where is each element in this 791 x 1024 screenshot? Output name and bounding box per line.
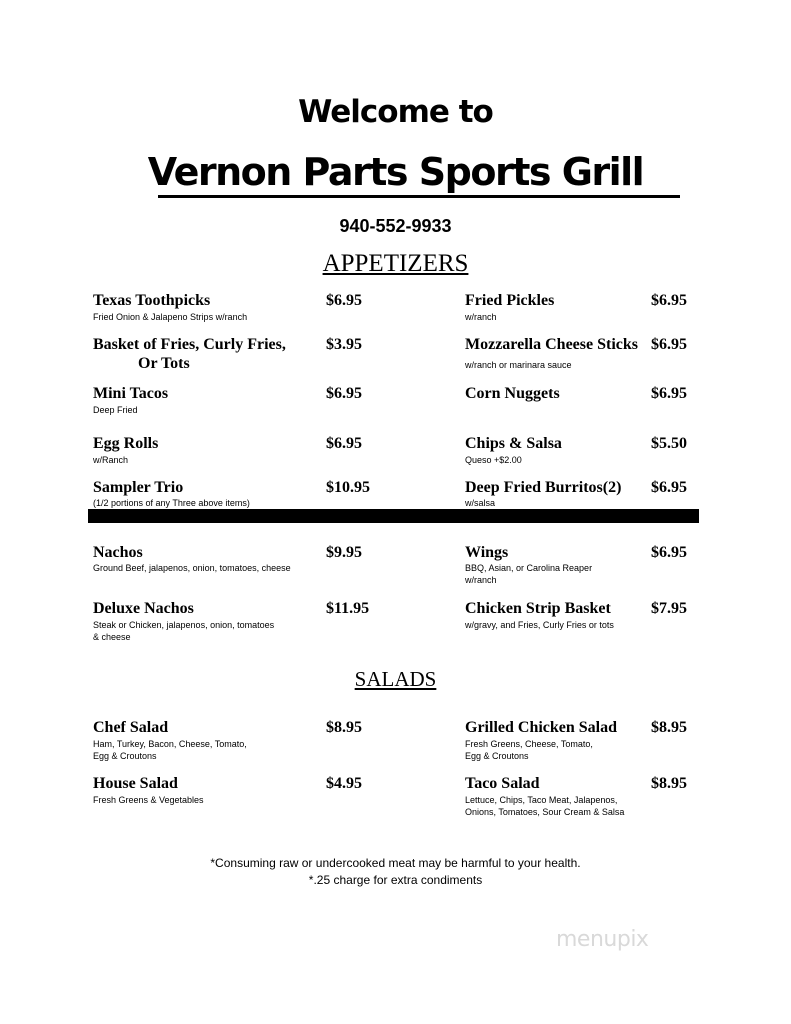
title-underline <box>158 195 680 198</box>
menu-item-name: Nachos <box>93 544 143 561</box>
menu-item-price: $8.95 <box>326 719 362 736</box>
menu-item-price: $6.95 <box>651 385 687 402</box>
menu-item-name: Basket of Fries, Curly Fries, <box>93 336 286 353</box>
menu-item-price: $6.95 <box>326 385 362 402</box>
menu-item-desc-line2: & cheese <box>93 632 131 642</box>
welcome-heading: Welcome to <box>298 94 493 130</box>
menu-item-price: $6.95 <box>651 292 687 309</box>
menu-item-name: Egg Rolls <box>93 435 159 452</box>
menu-item-desc: Ham, Turkey, Bacon, Cheese, Tomato, <box>93 739 247 749</box>
menu-item-name: Deluxe Nachos <box>93 600 194 617</box>
menu-item-desc: Ground Beef, jalapenos, onion, tomatoes, cheese <box>93 563 291 573</box>
menu-item-name: Fried Pickles <box>465 292 555 309</box>
menu-item-desc: Fresh Greens & Vegetables <box>93 795 204 805</box>
menu-item-price: $6.95 <box>651 544 687 561</box>
menu-item-name: Chef Salad <box>93 719 169 736</box>
menu-item-name: Taco Salad <box>465 775 540 792</box>
menu-item-name: House Salad <box>93 775 178 792</box>
menu-item-desc: Steak or Chicken, jalapenos, onion, tomatoes <box>93 620 275 630</box>
menu-item-desc-line2: Onions, Tomatoes, Sour Cream & Salsa <box>465 807 625 817</box>
menu-item-name: Grilled Chicken Salad <box>465 719 618 736</box>
menu-item-price: $8.95 <box>651 775 687 792</box>
menu-item-desc: w/Ranch <box>93 455 129 465</box>
menu-item-name: Chicken Strip Basket <box>465 600 611 617</box>
menu-item-desc-line2: Egg & Croutons <box>465 751 529 761</box>
footer-disclaimer: *Consuming raw or undercooked meat may be harmful to your health. <box>210 856 581 870</box>
menu-item-price: $6.95 <box>651 336 687 353</box>
menu-item-name: Corn Nuggets <box>465 385 560 402</box>
menu-item-desc-line2: Egg & Croutons <box>93 751 157 761</box>
appetizers-heading: APPETIZERS <box>322 250 469 277</box>
menu-item-desc-line2: w/ranch <box>465 575 497 585</box>
menu-item-desc: w/ranch or marinara sauce <box>465 360 572 370</box>
menu-item-price: $3.95 <box>326 336 362 353</box>
menu-item-desc: w/gravy, and Fries, Curly Fries or tots <box>465 620 614 630</box>
menu-item-price: $11.95 <box>326 600 370 617</box>
menu-item-name: Texas Toothpicks <box>93 292 211 309</box>
menu-item-desc: Fresh Greens, Cheese, Tomato, <box>465 739 593 749</box>
menu-item-name: Mini Tacos <box>93 385 169 402</box>
menu-item-price: $6.95 <box>326 435 362 452</box>
menu-item-price: $6.95 <box>326 292 362 309</box>
menu-item-name-line2: Or Tots <box>138 355 190 372</box>
salads-heading: SALADS <box>354 667 437 691</box>
restaurant-name: Vernon Parts Sports Grill <box>147 150 644 194</box>
section-divider <box>88 509 699 523</box>
watermark-logo: menupix <box>556 927 649 952</box>
menu-item-name: Chips & Salsa <box>465 435 562 452</box>
menu-item-desc: Deep Fried <box>93 405 138 415</box>
menu-item-desc: w/ranch <box>465 312 497 322</box>
menu-item-name: Sampler Trio <box>93 479 184 496</box>
menu-item-desc: Lettuce, Chips, Taco Meat, Jalapenos, <box>465 795 618 805</box>
menu-item-name: Wings <box>465 544 509 561</box>
footer-condiments-note: *.25 charge for extra condiments <box>308 873 483 887</box>
menu-item-desc: Fried Onion & Jalapeno Strips w/ranch <box>93 312 248 322</box>
menu-item-price: $4.95 <box>326 775 362 792</box>
menu-item-desc: (1/2 portions of any Three above items) <box>93 498 250 508</box>
menu-item-price: $8.95 <box>651 719 687 736</box>
menu-item-price: $9.95 <box>326 544 362 561</box>
menu-item-desc: w/salsa <box>465 498 496 508</box>
menu-item-price: $7.95 <box>651 600 687 617</box>
menu-item-desc: Queso +$2.00 <box>465 455 522 465</box>
menu-item-price: $10.95 <box>326 479 370 496</box>
phone-number: 940-552-9933 <box>339 216 452 236</box>
menu-item-price: $6.95 <box>651 479 687 496</box>
menu-item-desc: BBQ, Asian, or Carolina Reaper <box>465 563 593 573</box>
menu-item-price: $5.50 <box>651 435 687 452</box>
menu-item-name: Mozzarella Cheese Sticks <box>465 336 638 353</box>
menu-item-name: Deep Fried Burritos(2) <box>465 479 622 496</box>
